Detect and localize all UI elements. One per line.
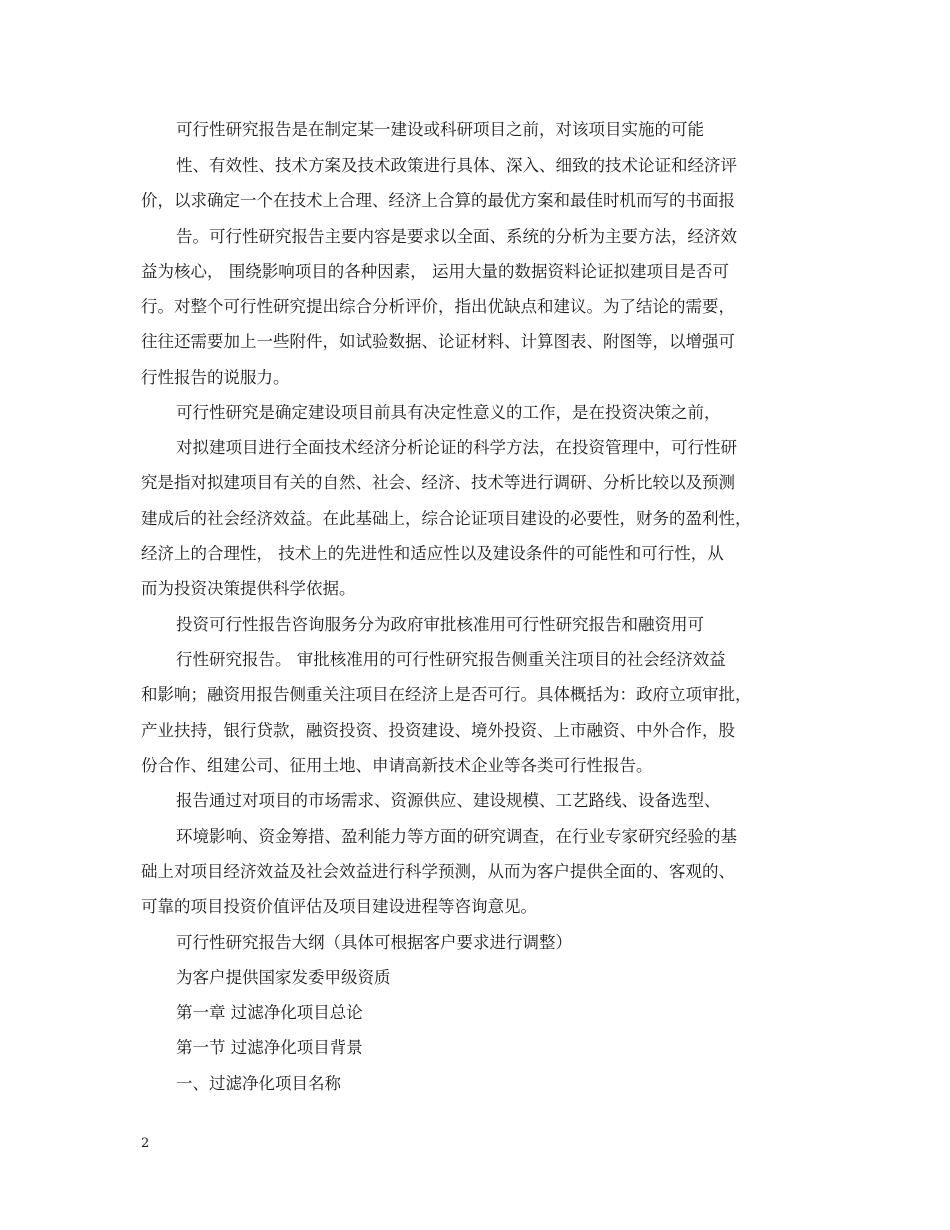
text-line: 对拟建项目进行全面技术经济分析论证的科学方法，在投资管理中，可行性研 xyxy=(176,438,737,457)
heading-item: 一、过滤净化项目名称 xyxy=(176,1074,341,1093)
text-line: 环境影响、资金筹措、盈利能力等方面的研究调查，在行业专家研究经验的基 xyxy=(176,827,737,846)
text-line: 为客户提供国家发委甲级资质 xyxy=(176,968,391,987)
text-line: 而为投资决策提供科学依据。 xyxy=(141,579,356,598)
text-line: 础上对项目经济效益及社会效益进行科学预测，从而为客户提供全面的、客观的、 xyxy=(141,862,735,881)
text-line: 行性研究报告。 审批核准用的可行性研究报告侧重关注项目的社会经济效益 xyxy=(176,650,726,669)
heading-section: 第一节 过滤净化项目背景 xyxy=(176,1038,363,1057)
text-line: 投资可行性报告咨询服务分为政府审批核准用可行性研究报告和融资用可 xyxy=(176,615,704,634)
text-line: 益为核心， 围绕影响项目的各种因素， 运用大量的数据资料论证拟建项目是否可 xyxy=(141,262,729,281)
text-line: 可靠的项目投资价值评估及项目建设进程等咨询意见。 xyxy=(141,897,537,916)
text-line: 究是指对拟建项目有关的自然、社会、经济、技术等进行调研、分析比较以及预测 xyxy=(141,473,735,492)
text-line: 行性报告的说服力。 xyxy=(141,368,290,387)
text-line: 告。可行性研究报告主要内容是要求以全面、系统的分析为主要方法，经济效 xyxy=(176,227,737,246)
text-line: 性、有效性、技术方案及技术政策进行具体、深入、细致的技术论证和经济评 xyxy=(176,156,737,175)
text-line: 往往还需要加上一些附件，如试验数据、论证材料、计算图表、附图等，以增强可 xyxy=(141,332,735,351)
text-line: 报告通过对项目的市场需求、资源供应、建设规模、工艺路线、设备选型、 xyxy=(176,791,721,810)
text-line: 建成后的社会经济效益。在此基础上，综合论证项目建设的必要性，财务的盈利性， xyxy=(141,509,752,528)
heading-chapter: 第一章 过滤净化项目总论 xyxy=(176,1003,363,1022)
text-line: 可行性研究是确定建设项目前具有决定性意义的工作，是在投资决策之前， xyxy=(176,403,721,422)
text-line: 和影响；融资用报告侧重关注项目在经济上是否可行。具体概括为：政府立项审批， xyxy=(141,685,752,704)
text-line: 可行性研究报告大纲（具体可根据客户要求进行调整） xyxy=(176,933,572,952)
text-line: 份合作、组建公司、征用土地、申请高新技术企业等各类可行性报告。 xyxy=(141,756,653,775)
text-line: 行。对整个可行性研究提出综合分析评价，指出优缺点和建议。为了结论的需要， xyxy=(141,297,735,316)
text-line: 可行性研究报告是在制定某一建设或科研项目之前，对该项目实施的可能 xyxy=(176,120,704,139)
page-number: 2 xyxy=(141,1136,150,1151)
text-line: 经济上的合理性， 技术上的先进性和适应性以及建设条件的可能性和可行性，从 xyxy=(141,544,724,563)
text-line: 产业扶持，银行贷款，融资投资、投资建设、境外投资、上市融资、中外合作，股 xyxy=(141,721,735,740)
text-line: 价，以求确定一个在技术上合理、经济上合算的最优方案和最佳时机而写的书面报 xyxy=(141,191,735,210)
